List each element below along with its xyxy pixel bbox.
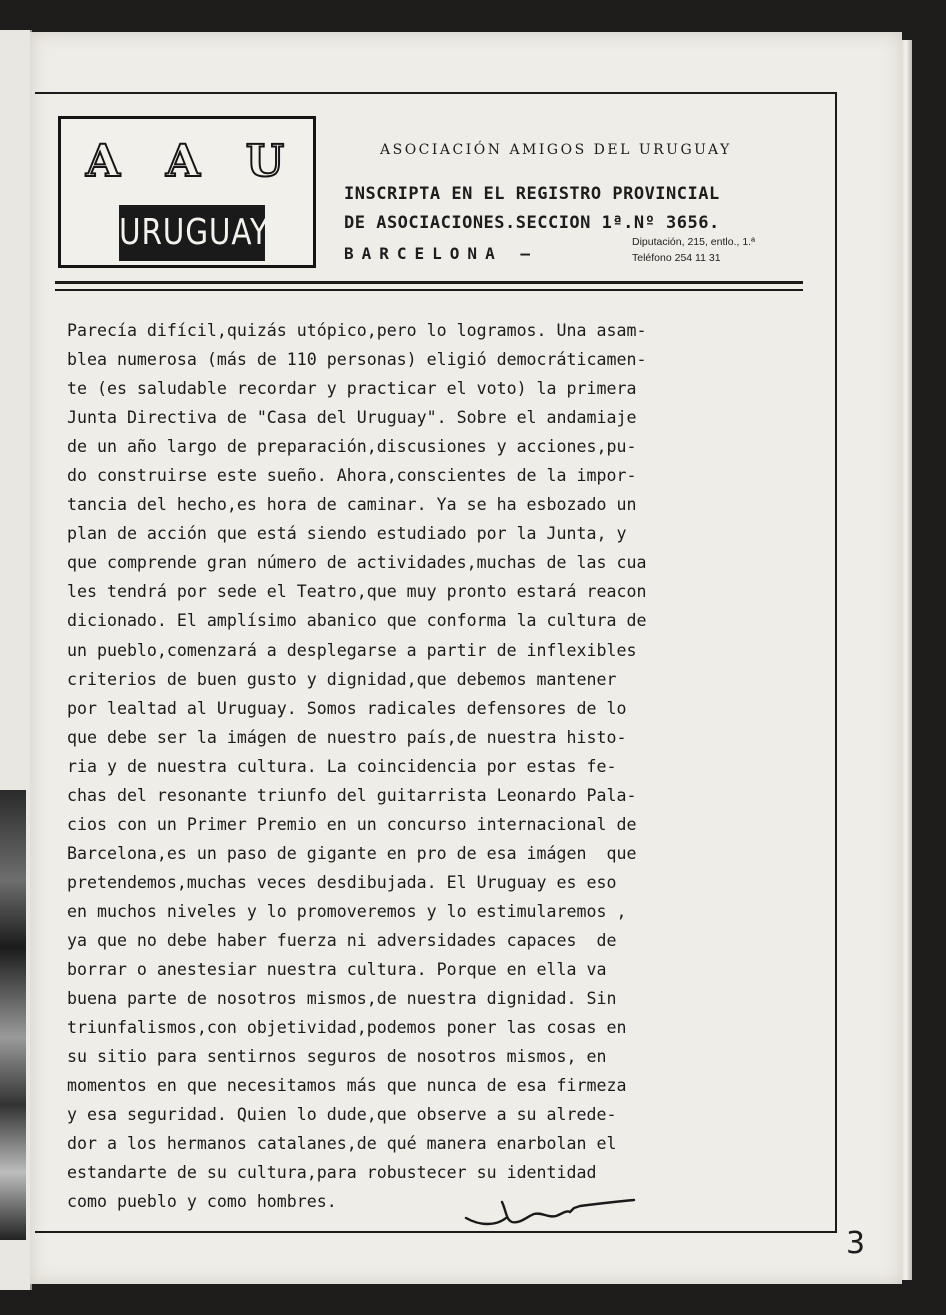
logo-uruguay-band: URUGUAY [119, 205, 265, 261]
body-line: borrar o anestesiar nuestra cultura. Porque en ella va [67, 960, 607, 980]
body-line: por lealtad al Uruguay. Somos radicales defensores de lo [67, 698, 627, 718]
body-line: do construirse este sueño. Ahora,conscientes de la impor- [67, 466, 637, 486]
body-line: estandarte de su cultura,para robustecer su identidad [67, 1163, 597, 1183]
body-line: tancia del hecho,es hora de caminar. Ya se ha esbozado un [67, 495, 637, 515]
body-line: chas del resonante triunfo del guitarrista Leonardo Pala- [67, 785, 637, 805]
body-line: blea numerosa (más de 110 personas) eligió democráticamen- [67, 350, 647, 370]
body-line: cios con un Primer Premio en un concurso internacional de [67, 814, 637, 834]
city-name: BARCELONA — [344, 244, 538, 263]
body-line: y esa seguridad. Quien lo dude,que observe a su alrede- [67, 1105, 617, 1125]
body-line: de un año largo de preparación,discusiones y acciones,pu- [67, 437, 637, 457]
aau-logo [58, 116, 316, 268]
body-line: triunfalismos,con objetividad,podemos poner las cosas en [67, 1018, 627, 1038]
body-line: momentos en que necesitamos más que nunca de esa firmeza [67, 1076, 627, 1096]
body-line: Barcelona,es un paso de gigante en pro de esa imágen que [67, 843, 637, 863]
body-line: ria y de nuestra cultura. La coincidencia por estas fe- [67, 756, 617, 776]
body-line: plan de acción que está siendo estudiado por la Junta, y [67, 524, 627, 544]
organization-name: ASOCIACIÓN AMIGOS DEL URUGUAY [380, 142, 732, 158]
body-line: te (es saludable recordar y practicar el voto) la primera [67, 379, 637, 399]
registration-line-1: INSCRIPTA EN EL REGISTRO PROVINCIAL [344, 184, 720, 204]
body-line: buena parte de nosotros mismos,de nuestra dignidad. Sin [67, 989, 617, 1009]
article-body [67, 316, 812, 1216]
street-address: Diputación, 215, entlo., 1.ª [632, 236, 755, 248]
phone-number: Teléfono 254 11 31 [632, 252, 721, 264]
body-line: como pueblo y como hombres. [67, 1192, 337, 1212]
header-rule-thin [55, 289, 803, 291]
body-line: que debe ser la imágen de nuestro país,de nuestra histo- [67, 727, 627, 747]
header-rule-thick [55, 281, 803, 284]
body-line: su sitio para sentirnos seguros de nosotros mismos, en [67, 1047, 607, 1067]
body-line: pretendemos,muchas veces desdibujada. El Uruguay es eso [67, 872, 617, 892]
body-line: dor a los hermanos catalanes,de qué manera enarbolan el [67, 1134, 617, 1154]
body-line: les tendrá por sede el Teatro,que muy pronto estará reacon [67, 582, 647, 602]
body-line: Parecía difícil,quizás utópico,pero lo logramos. Una asam- [67, 321, 647, 340]
previous-page-edge [0, 30, 32, 1290]
page-number: 3 [846, 1226, 866, 1261]
body-line: ya que no debe haber fuerza ni adversidades capaces de [67, 930, 617, 950]
body-line: criterios de buen gusto y dignidad,que debemos mantener [67, 669, 617, 689]
logo-letters [65, 135, 309, 187]
body-line: dicionado. El amplísimo abanico que conforma la cultura de [67, 611, 647, 631]
logo-letter-a1: A [85, 135, 125, 187]
body-line: en muchos niveles y lo promoveremos y lo estimularemos , [67, 901, 627, 921]
body-line: Junta Directiva de "Casa del Uruguay". Sobre el andamiaje [67, 408, 637, 428]
logo-letter-u: U [245, 135, 289, 187]
registration-line-2: DE ASOCIACIONES.SECCION 1ª.Nº 3656. [344, 213, 720, 233]
body-line: un pueblo,comenzará a desplegarse a partir de inflexibles [67, 640, 637, 660]
handwritten-signature [462, 1192, 642, 1232]
logo-letter-a2: A [165, 135, 204, 187]
body-line: que comprende gran número de actividades,muchas de las cua [67, 553, 647, 573]
previous-page-photo [0, 790, 26, 1240]
